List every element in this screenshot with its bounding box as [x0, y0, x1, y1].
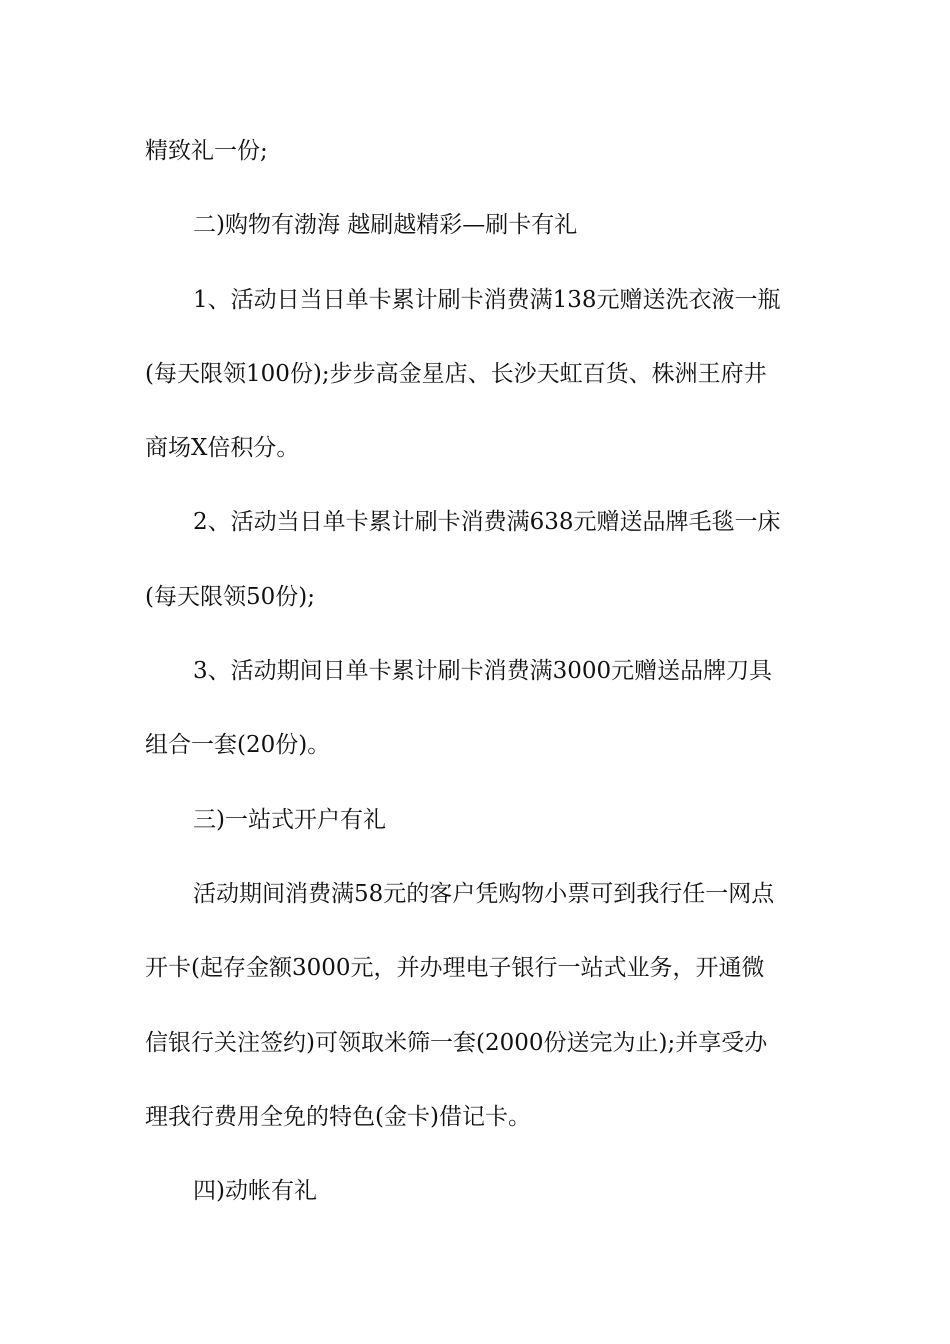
text-line: 精致礼一份; [145, 138, 268, 164]
text-line: 活动期间消费满58元的客户凭购物小票可到我行任一网点 [193, 880, 775, 907]
text-line: 商场X倍积分。 [145, 435, 300, 462]
text-line: (每天限领100份);步步高金星店、长沙天虹百货、株洲王府井 [145, 360, 767, 387]
text-line: 组合一套(20份)。 [145, 732, 331, 759]
section-heading: 二)购物有渤海 越刷越精彩—刷卡有礼 [193, 212, 578, 239]
text-line: 信银行关注签约)可领取米筛一套(2000份送完为止);并享受办 [145, 1029, 768, 1056]
text-line: (每天限领50份); [145, 583, 315, 610]
section-heading: 三)一站式开户有礼 [193, 806, 386, 833]
body-text [145, 128, 810, 1242]
text-line: 理我行费用全免的特色(金卡)借记卡。 [145, 1103, 531, 1130]
section-heading: 四)动帐有礼 [193, 1178, 317, 1205]
text-line: 开卡(起存金额3000元，并办理电子银行一站式业务，开通微 [145, 955, 765, 982]
text-line: 2、活动当日单卡累计刷卡消费满638元赠送品牌毛毯一床 [193, 509, 781, 536]
text-line: 1、活动日当日单卡累计刷卡消费满138元赠送洗衣液一瓶 [193, 286, 781, 313]
text-line: 3、活动期间日单卡累计刷卡消费满3000元赠送品牌刀具 [193, 658, 773, 685]
